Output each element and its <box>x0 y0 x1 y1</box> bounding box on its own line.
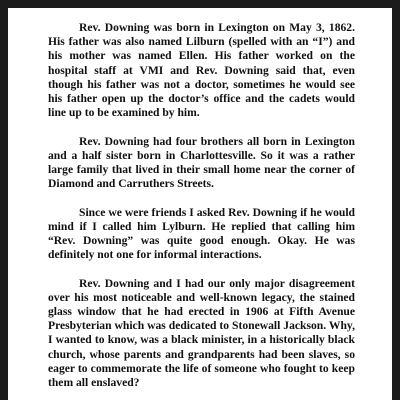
paragraph-birth: Rev. Downing was born in Lexington on May 3, 1862. His father was also named Lilburn (spelled with an “I”) and his mother was named Ellen. His father worked on the hospital staff at VMI and Rev. Downing said that, even though his father was not a doctor, sometimes he would see his father open up the doctor’s office and the cadets would line up to be examined by him. <box>48 21 355 120</box>
paragraph-name: Since we were friends I asked Rev. Downing if he would mind if I called him Lylburn. He replied that calling him “Rev. Downing” was quite good enough. Okay. He was definitely not one for informal interactions. <box>48 205 355 262</box>
document-page <box>8 8 392 400</box>
paragraph-window: Rev. Downing and I had our only major disagreement over his most noticeable and well-known legacy, the stained glass window that he had erected in 1906 at Fifth Avenue Presbyterian which was dedicated to Stonewall Jackson. Why, I wanted to know, was a black minister, in a historically black church, whose parents and grandparents had been slaves, so eager to commemorate the life of someone who fought to keep them all enslaved? <box>48 276 355 390</box>
document-body <box>48 21 355 400</box>
paragraph-family: Rev. Downing had four brothers all born in Lexington and a half sister born in Charlottesville. So it was a rather large family that lived in their small home near the corner of Diamond and Carruthers Streets. <box>48 134 355 191</box>
